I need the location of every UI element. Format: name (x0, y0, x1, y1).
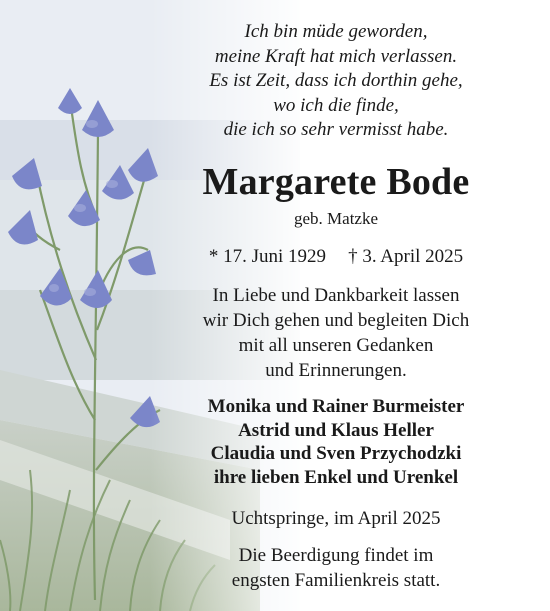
mourner: Claudia und Sven Przychodzki (210, 443, 462, 464)
poem-line: Es ist Zeit, dass ich dorthin gehe, (209, 70, 463, 92)
farewell-line: wir Dich gehen und begleiten Dich (202, 310, 470, 331)
poem-line: wo ich die finde, (273, 94, 399, 116)
farewell-line: mit all unseren Gedanken (238, 335, 434, 356)
poem (150, 20, 522, 143)
place-and-date: Uchtspringe, im April 2025 (231, 508, 441, 529)
mourners-list (150, 395, 522, 489)
life-dates (150, 245, 522, 269)
mourner: Monika und Rainer Burmeister (207, 396, 465, 417)
mourner: ihre lieben Enkel und Urenkel (213, 466, 459, 488)
funeral-note-line: Die Beerdigung findet im (238, 545, 434, 566)
poem-line: meine Kraft hat mich verlassen. (214, 45, 458, 67)
funeral-note (150, 543, 522, 593)
poem-line: Ich bin müde geworden, (244, 21, 428, 42)
funeral-note-line: engsten Familienkreis statt. (231, 570, 441, 591)
poem-line: die ich so sehr vermisst habe. (223, 119, 449, 141)
birth-date: * 17. Juni 1929 (208, 246, 327, 267)
death-date: † 3. April 2025 (348, 246, 464, 267)
mourner: Astrid und Klaus Heller (238, 419, 434, 441)
deceased-name: Margarete Bode (202, 161, 470, 203)
farewell-line: und Erinnerungen. (265, 360, 407, 381)
farewell-text (150, 283, 522, 383)
birth-name: geb. Matzke (293, 209, 379, 228)
farewell-line: In Liebe und Dankbarkeit lassen (212, 285, 460, 306)
